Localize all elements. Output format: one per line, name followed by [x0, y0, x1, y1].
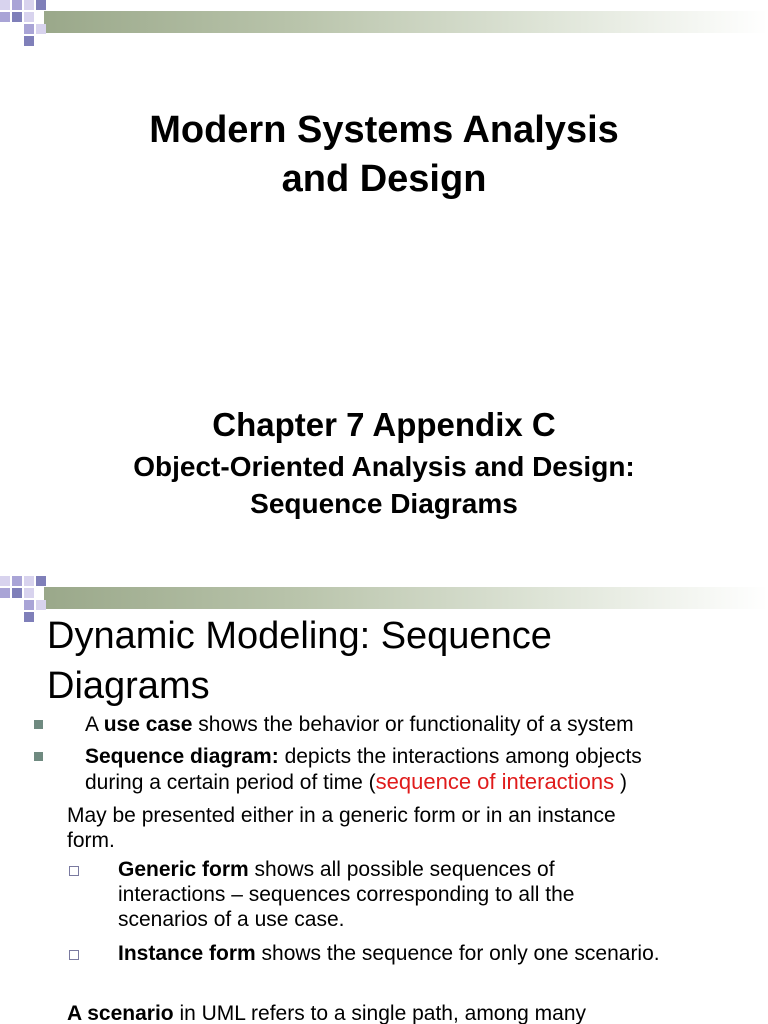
corner-square-icon — [24, 12, 34, 22]
corner-square-icon — [36, 24, 46, 34]
bullet-text: ) — [614, 771, 627, 794]
corner-square-icon — [12, 588, 22, 598]
corner-square-icon — [24, 24, 34, 34]
bullet-term: use case — [103, 713, 193, 736]
bullet-item — [85, 712, 634, 737]
corner-square-icon — [0, 588, 10, 598]
header-band — [44, 587, 768, 609]
slide-title-line: Diagrams — [47, 665, 210, 707]
hollow-square-bullet-icon — [69, 950, 79, 960]
corner-square-icon — [24, 576, 34, 586]
slide-title-line: Modern Systems Analysis — [149, 109, 619, 151]
corner-square-icon — [24, 588, 34, 598]
slide-title-line: Dynamic Modeling: Sequence — [47, 615, 552, 657]
bullet-term: Sequence diagram: — [85, 745, 279, 768]
header-band — [44, 11, 768, 33]
corner-square-icon — [0, 12, 10, 22]
sub-bullet-text: shows all possible sequences of — [248, 858, 555, 881]
bullet-text: depicts the interactions among objects — [278, 745, 642, 768]
paragraph-line: in UML refers to a single path, among many — [173, 1002, 587, 1024]
corner-square-icon — [36, 576, 46, 586]
paragraph — [67, 803, 616, 853]
sub-bullet-item — [118, 857, 574, 932]
sub-bullet-term: Generic form — [118, 858, 249, 881]
filled-square-bullet-icon — [34, 752, 43, 761]
highlight-text: sequence of interactions — [375, 769, 615, 794]
paragraph-term: A scenario — [67, 1002, 174, 1024]
slide-title — [0, 106, 768, 204]
slide-subtitle-line: Object-Oriented Analysis and Design: — [133, 451, 635, 482]
corner-square-icon — [0, 576, 10, 586]
corner-square-icon — [12, 12, 22, 22]
filled-square-bullet-icon — [34, 720, 43, 729]
bullet-item — [85, 744, 642, 795]
corner-square-icon — [12, 0, 22, 10]
bullet-text: A — [85, 713, 104, 736]
corner-square-icon — [36, 0, 46, 10]
content-slide — [0, 572, 768, 1024]
slide-title-line: and Design — [281, 158, 487, 200]
slide-subtitle-line: Sequence Diagrams — [250, 488, 518, 519]
slide-subtitle — [0, 448, 768, 522]
corner-square-icon — [24, 600, 34, 610]
sub-bullet-text: scenarios of a use case. — [118, 908, 345, 931]
paragraph — [67, 1001, 586, 1024]
corner-square-icon — [24, 0, 34, 10]
sub-bullet-term: Instance form — [118, 942, 256, 965]
corner-square-icon — [36, 600, 46, 610]
sub-bullet-text: interactions – sequences corresponding to all the — [118, 883, 575, 906]
sub-bullet-item — [118, 941, 660, 966]
bullet-text: during a certain period of time ( — [85, 771, 376, 794]
paragraph-line: form. — [67, 829, 115, 852]
chapter-heading: Chapter 7 Appendix C — [212, 406, 556, 443]
bullet-text: shows the behavior or functionality of a system — [192, 713, 634, 736]
corner-square-icon — [12, 576, 22, 586]
slide-title — [47, 611, 747, 711]
corner-square-icon — [24, 36, 34, 46]
corner-square-icon — [24, 612, 34, 622]
corner-square-icon — [0, 0, 10, 10]
paragraph-line: May be presented either in a generic form or in an instance — [67, 804, 616, 827]
sub-bullet-text: shows the sequence for only one scenario. — [255, 942, 660, 965]
hollow-square-bullet-icon — [69, 866, 79, 876]
